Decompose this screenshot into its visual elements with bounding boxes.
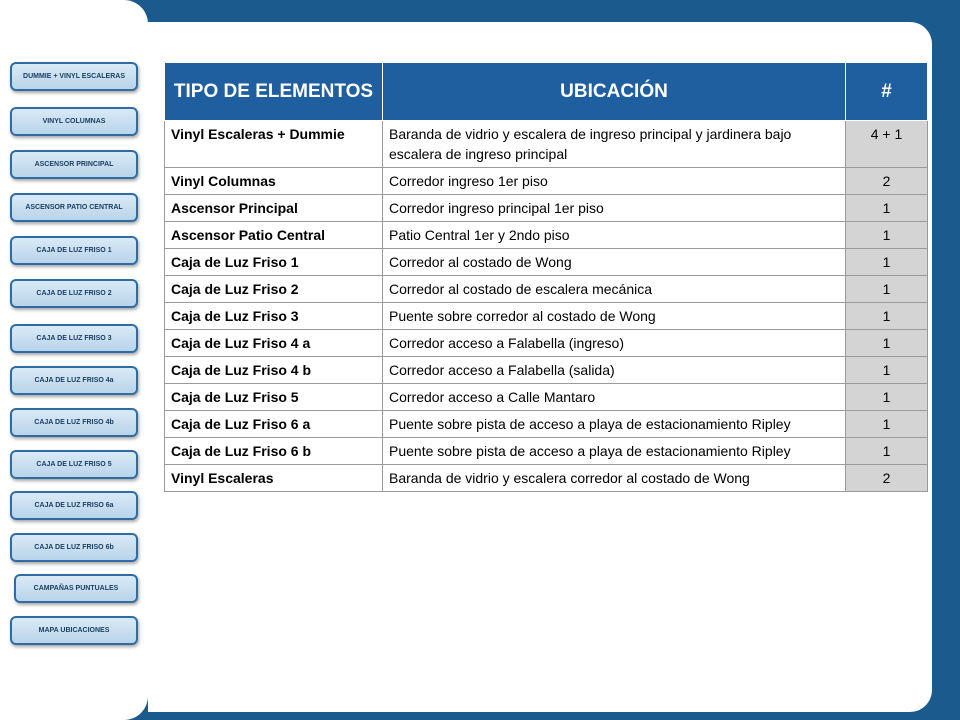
table-header-row — [165, 63, 928, 121]
location-cell: Puente sobre pista de acceso a playa de estacionamiento Ripley — [383, 411, 846, 438]
locations-table — [164, 62, 928, 492]
count-cell: 1 — [846, 195, 928, 222]
location-cell: Corredor ingreso principal 1er piso — [383, 195, 846, 222]
element-type-cell: Caja de Luz Friso 2 — [165, 276, 383, 303]
element-type-cell: Caja de Luz Friso 4 a — [165, 330, 383, 357]
location-cell: Corredor al costado de Wong — [383, 249, 846, 276]
header-ubicacion: UBICACIÓN — [383, 63, 846, 121]
element-type-cell: Caja de Luz Friso 5 — [165, 384, 383, 411]
table-row — [165, 330, 928, 357]
nav-button-vinyl-columnas[interactable]: VINYL COLUMNAS — [10, 107, 138, 136]
nav-button-caja-friso-2[interactable]: CAJA DE LUZ FRISO 2 — [10, 279, 138, 308]
element-type-cell: Caja de Luz Friso 1 — [165, 249, 383, 276]
table-row — [165, 303, 928, 330]
table-row — [165, 384, 928, 411]
element-type-cell: Vinyl Escaleras — [165, 465, 383, 492]
location-cell: Puente sobre corredor al costado de Wong — [383, 303, 846, 330]
table-row — [165, 276, 928, 303]
nav-button-caja-friso-3[interactable]: CAJA DE LUZ FRISO 3 — [10, 324, 138, 353]
table-row — [165, 465, 928, 492]
count-cell: 1 — [846, 303, 928, 330]
nav-button-caja-friso-6a[interactable]: CAJA DE LUZ FRISO 6a — [10, 491, 138, 520]
table-row — [165, 168, 928, 195]
count-cell: 1 — [846, 384, 928, 411]
header-tipo-elementos: TIPO DE ELEMENTOS — [165, 63, 383, 121]
location-cell: Patio Central 1er y 2ndo piso — [383, 222, 846, 249]
table-row — [165, 222, 928, 249]
table-row — [165, 121, 928, 168]
table-body — [165, 121, 928, 492]
count-cell: 1 — [846, 222, 928, 249]
table-row — [165, 438, 928, 465]
nav-button-dummie-vinyl-escaleras[interactable]: DUMMIE + VINYL ESCALERAS — [10, 62, 138, 91]
location-cell: Corredor ingreso 1er piso — [383, 168, 846, 195]
footer-note: * Todas las tarifas netas base están expresadas en soles y son mensuales. — [66, 668, 776, 690]
count-cell: 1 — [846, 357, 928, 384]
table-row — [165, 195, 928, 222]
location-cell: Corredor al costado de escalera mecánica — [383, 276, 846, 303]
nav-button-ascensor-patio-central[interactable]: ASCENSOR PATIO CENTRAL — [10, 193, 138, 222]
nav-button-caja-friso-5[interactable]: CAJA DE LUZ FRISO 5 — [10, 450, 138, 479]
count-cell: 1 — [846, 249, 928, 276]
location-cell: Corredor acceso a Falabella (salida) — [383, 357, 846, 384]
count-cell: 1 — [846, 276, 928, 303]
location-cell: Puente sobre pista de acceso a playa de estacionamiento Ripley — [383, 438, 846, 465]
count-cell: 2 — [846, 465, 928, 492]
nav-button-mapa-ubicaciones[interactable]: MAPA UBICACIONES — [10, 616, 138, 645]
table-row — [165, 411, 928, 438]
element-type-cell: Vinyl Columnas — [165, 168, 383, 195]
location-cell: Corredor acceso a Calle Mantaro — [383, 384, 846, 411]
table-row — [165, 357, 928, 384]
count-cell: 1 — [846, 330, 928, 357]
element-type-cell: Caja de Luz Friso 6 a — [165, 411, 383, 438]
table-row — [165, 249, 928, 276]
count-cell: 4 + 1 — [846, 121, 928, 168]
nav-button-caja-friso-1[interactable]: CAJA DE LUZ FRISO 1 — [10, 236, 138, 265]
element-type-cell: Ascensor Principal — [165, 195, 383, 222]
element-type-cell: Vinyl Escaleras + Dummie — [165, 121, 383, 168]
count-cell: 1 — [846, 411, 928, 438]
header-count: # — [846, 63, 928, 121]
nav-button-campanas-puntuales[interactable]: CAMPAÑAS PUNTUALES — [14, 574, 138, 603]
nav-button-ascensor-principal[interactable]: ASCENSOR PRINCIPAL — [10, 150, 138, 179]
nav-button-caja-friso-4b[interactable]: CAJA DE LUZ FRISO 4b — [10, 408, 138, 437]
location-cell: Baranda de vidrio y escalera corredor al costado de Wong — [383, 465, 846, 492]
count-cell: 1 — [846, 438, 928, 465]
element-type-cell: Caja de Luz Friso 6 b — [165, 438, 383, 465]
count-cell: 2 — [846, 168, 928, 195]
element-type-cell: Ascensor Patio Central — [165, 222, 383, 249]
nav-button-caja-friso-4a[interactable]: CAJA DE LUZ FRISO 4a — [10, 366, 138, 395]
nav-button-caja-friso-6b[interactable]: CAJA DE LUZ FRISO 6b — [10, 533, 138, 562]
element-type-cell: Caja de Luz Friso 3 — [165, 303, 383, 330]
location-cell: Baranda de vidrio y escalera de ingreso principal y jardinera bajo escalera de ingreso principal — [383, 121, 846, 168]
element-type-cell: Caja de Luz Friso 4 b — [165, 357, 383, 384]
location-cell: Corredor acceso a Falabella (ingreso) — [383, 330, 846, 357]
